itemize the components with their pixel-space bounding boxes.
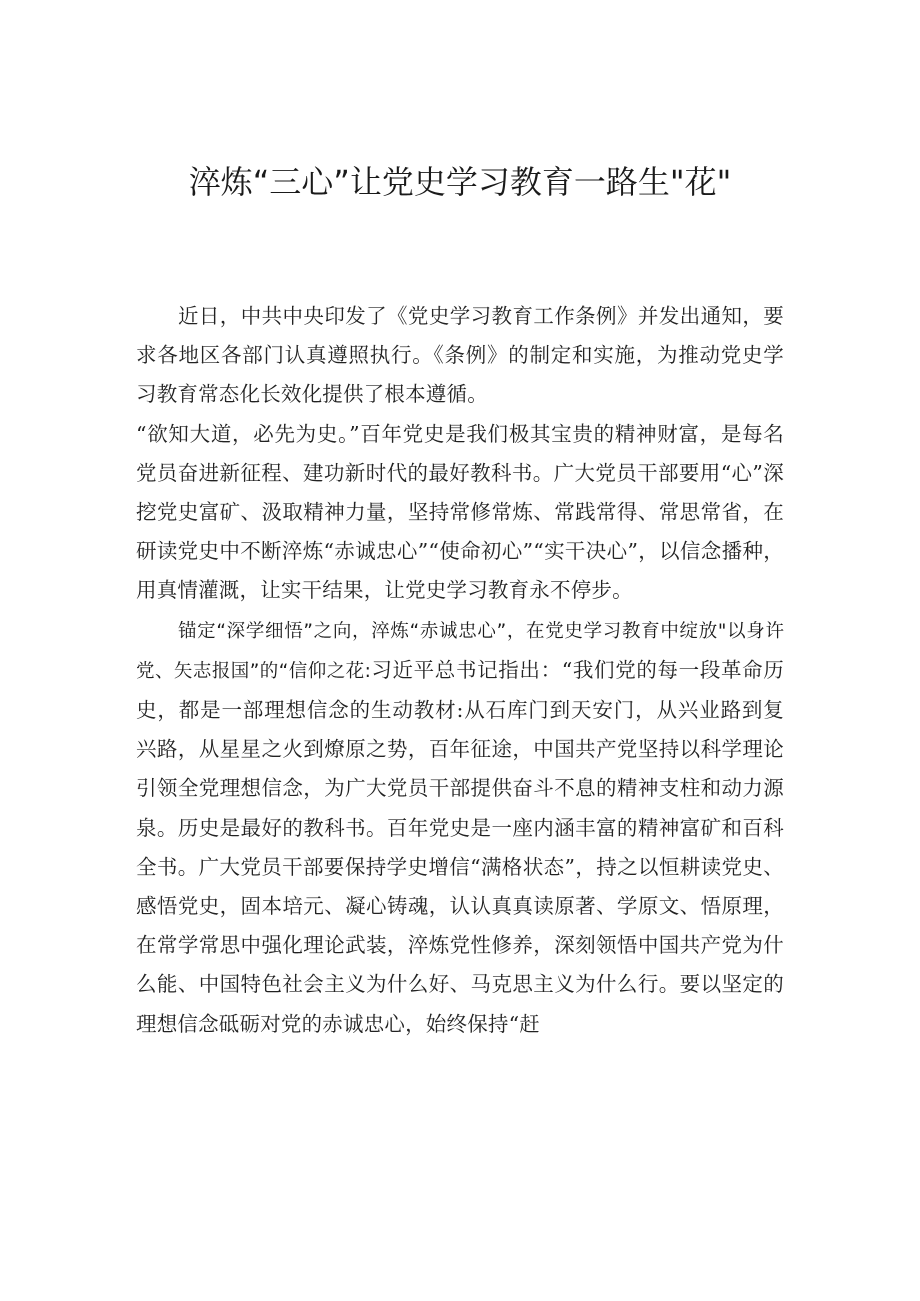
paragraph-intro-text: 近日，中共中央印发了《党史学习教育工作条例》并发出通知，要求各地区各部门认真遵照执行。《条例》的制定和实施，为推动党史学习教育常态化长效化提供了根本遵循。	[136, 304, 784, 407]
section-one-heading: 锚定“深学细悟”之向，淬炼“赤诚忠心”，在党史学习教育中绽放"以身许党、矢志报国”的“信仰之花:	[136, 620, 784, 682]
paragraph-intro	[136, 297, 784, 415]
paragraph-quote-text: “欲知大道，必先为史。”百年党史是我们极其宝贵的精神财富，是每名党员奋进新征程、建功新时代的最好教科书。广大党员干部要用“心”深挖党史富矿、汲取精神力量，坚持常修常炼、常践常得、常思常省，在研读党史中不断淬炼“赤诚忠心”“使命初心”“实干决心”，以信念播种，用真情灌溉，让实干结果，让党史学习教育永不停步。	[136, 421, 784, 603]
section-one-text: 习近平总书记指出：“我们党的每一段革命历史，都是一部理想信念的生动教材:从石库门到天安门，从兴业路到复兴路，从星星之火到燎原之势，百年征途，中国共产党坚持以科学理论引领全党理想信念，为广大党员干部提供奋斗不息的精神支柱和动力源泉。历史是最好的教科书。百年党史是一座内涵丰富的精神富矿和百科全书。广大党员干部要保持学史增信“满格状态”，持之以恒耕读党史、感悟党史，固本培元、凝心铸魂，认认真真读原著、学原文、悟原理，在常学常思中强化理论武装，淬炼党性修养，深刻领悟中国共产党为什么能、中国特色社会主义为什么好、马克思主义为什么行。要以坚定的理想信念砥砺对党的赤诚忠心，始终保持“赶	[136, 657, 784, 1036]
document-body	[136, 297, 784, 1044]
paragraph-section-one	[136, 611, 784, 1044]
paragraph-quote	[136, 415, 784, 611]
document-title: 淬炼“三心”让党史学习教育一路生"花"	[188, 163, 732, 201]
